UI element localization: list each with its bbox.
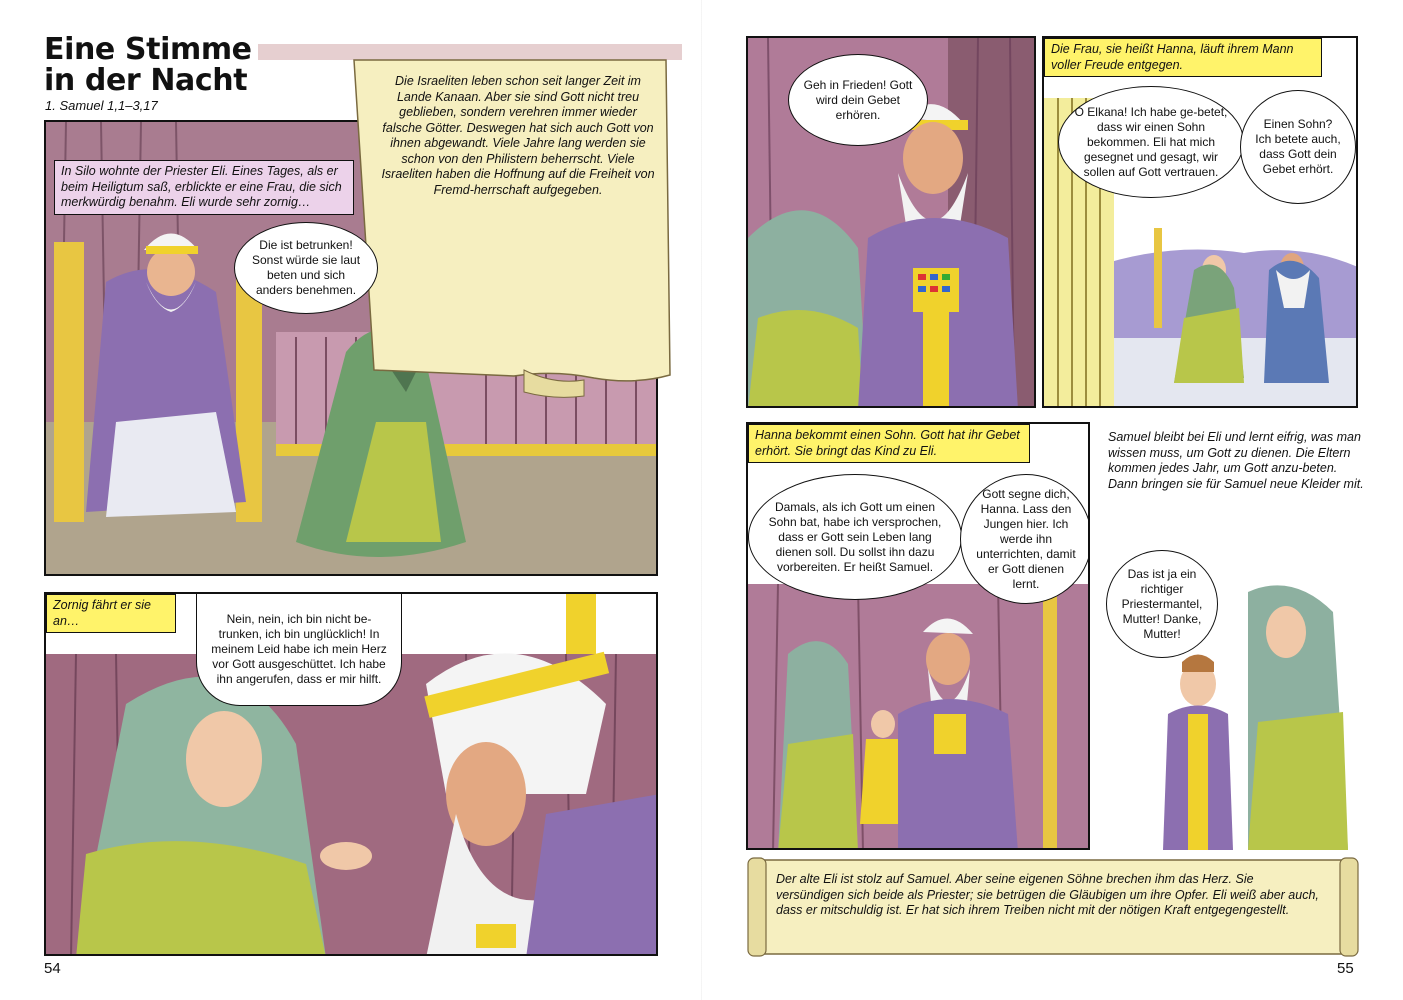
panel-samuel-priest-robe <box>1098 422 1364 850</box>
intro-scroll-text: Die Israeliten leben schon seit langer Zeit im Lande Kanaan. Aber sie sind Gott nicht treu geblieben, sondern verehren immer wieder falsche Götter. Deswegen hat sich auch Gott von ihnen abgewandt. Viele Jahre lang werden sie schon von den Philistern beherrscht. Viele Israeliten haben die Hoffnung auf die Freiheit von Fremd-herrschaft aufgegeben. <box>381 74 655 197</box>
page-number-right: 55 <box>1337 960 1354 977</box>
panel-6-caption: Samuel bleibt bei Eli und lernt eifrig, was man wissen muss, um Gott zu dienen. Die Eltern kommen jedes Jahr, um Gott anzu-beten. Dann bringen sie für Samuel neue Kleider mit. <box>1108 430 1364 491</box>
page-number-left: 54 <box>44 960 61 977</box>
panel-2-caption: Zornig fährt er sie an… <box>46 594 176 633</box>
outro-scroll <box>746 856 1360 958</box>
panel-4-bubble-elkana: Einen Sohn? Ich betete auch, dass Gott dein Gebet erhört. <box>1240 90 1356 204</box>
title-line-1: Eine Stimme <box>44 32 252 67</box>
intro-scroll <box>254 40 686 400</box>
panel-5-caption: Hanna bekommt einen Sohn. Gott hat ihr Gebet erhört. Sie bringt das Kind zu Eli. <box>748 424 1030 463</box>
panel-hanna-brings-samuel <box>746 422 1090 850</box>
panel-5-bubble-hanna: Damals, als ich Gott um einen Sohn bat, habe ich versprochen, dass er Gott sein Leben lang dienen soll. Du sollst ihn dazu vorbereiten. Er heißt Samuel. <box>748 474 962 600</box>
panel-hanna-answers <box>44 592 658 956</box>
page-right <box>702 0 1403 1000</box>
panel-hanna-meets-elkana <box>1042 36 1358 408</box>
page-left <box>0 0 701 1000</box>
outro-scroll-text: Der alte Eli ist stolz auf Samuel. Aber seine eigenen Söhne brechen ihm das Herz. Sie versündigen sich beide als Priester; sie betrügen die Gläubigen um ihre Opfer. Eli weiß aber auch, dass er mitschuldig ist. Er hat sich ihrem Treiben nicht mit der nötigen Kraft entgegengestellt. <box>776 872 1319 917</box>
panel-2-bubble-hanna: Nein, nein, ich bin nicht be-trunken, ich bin unglücklich! In meinem Leid habe ich mein Herz vor Gott ausgeschüttet. Ich habe ihn angerufen, dass er mir hilft. <box>196 594 402 706</box>
panel-3-bubble-eli: Geh in Frieden! Gott wird dein Gebet erhören. <box>788 54 928 146</box>
panel-5-bubble-eli: Gott segne dich, Hanna. Lass den Jungen hier. Ich werde ihn unterrichten, damit er Gott dienen lernt. <box>960 474 1090 604</box>
panel-1-caption: In Silo wohnte der Priester Eli. Eines Tages, als er beim Heiligtum saß, erblickte er eine Frau, die sich merkwürdig benahm. Eli wurde sehr zornig… <box>54 160 354 215</box>
panel-6-bubble-samuel: Das ist ja ein richtiger Priestermantel, Mutter! Danke, Mutter! <box>1106 550 1218 658</box>
title-line-2: in der Nacht <box>44 63 248 98</box>
scripture-reference: 1. Samuel 1,1–3,17 <box>45 98 158 113</box>
story-title <box>44 34 252 96</box>
panel-eli-blesses-hanna <box>746 36 1036 408</box>
panel-1-bubble-eli: Die ist betrunken! Sonst würde sie laut beten und sich anders benehmen. <box>234 222 378 314</box>
panel-4-bubble-hanna: O Elkana! Ich habe ge-betet, dass wir einen Sohn bekommen. Eli hat mich gesegnet und gesagt, wir sollen auf Gott vertrauen. <box>1058 86 1244 198</box>
panel-4-caption: Die Frau, sie heißt Hanna, läuft ihrem Mann voller Freude entgegen. <box>1044 38 1322 77</box>
